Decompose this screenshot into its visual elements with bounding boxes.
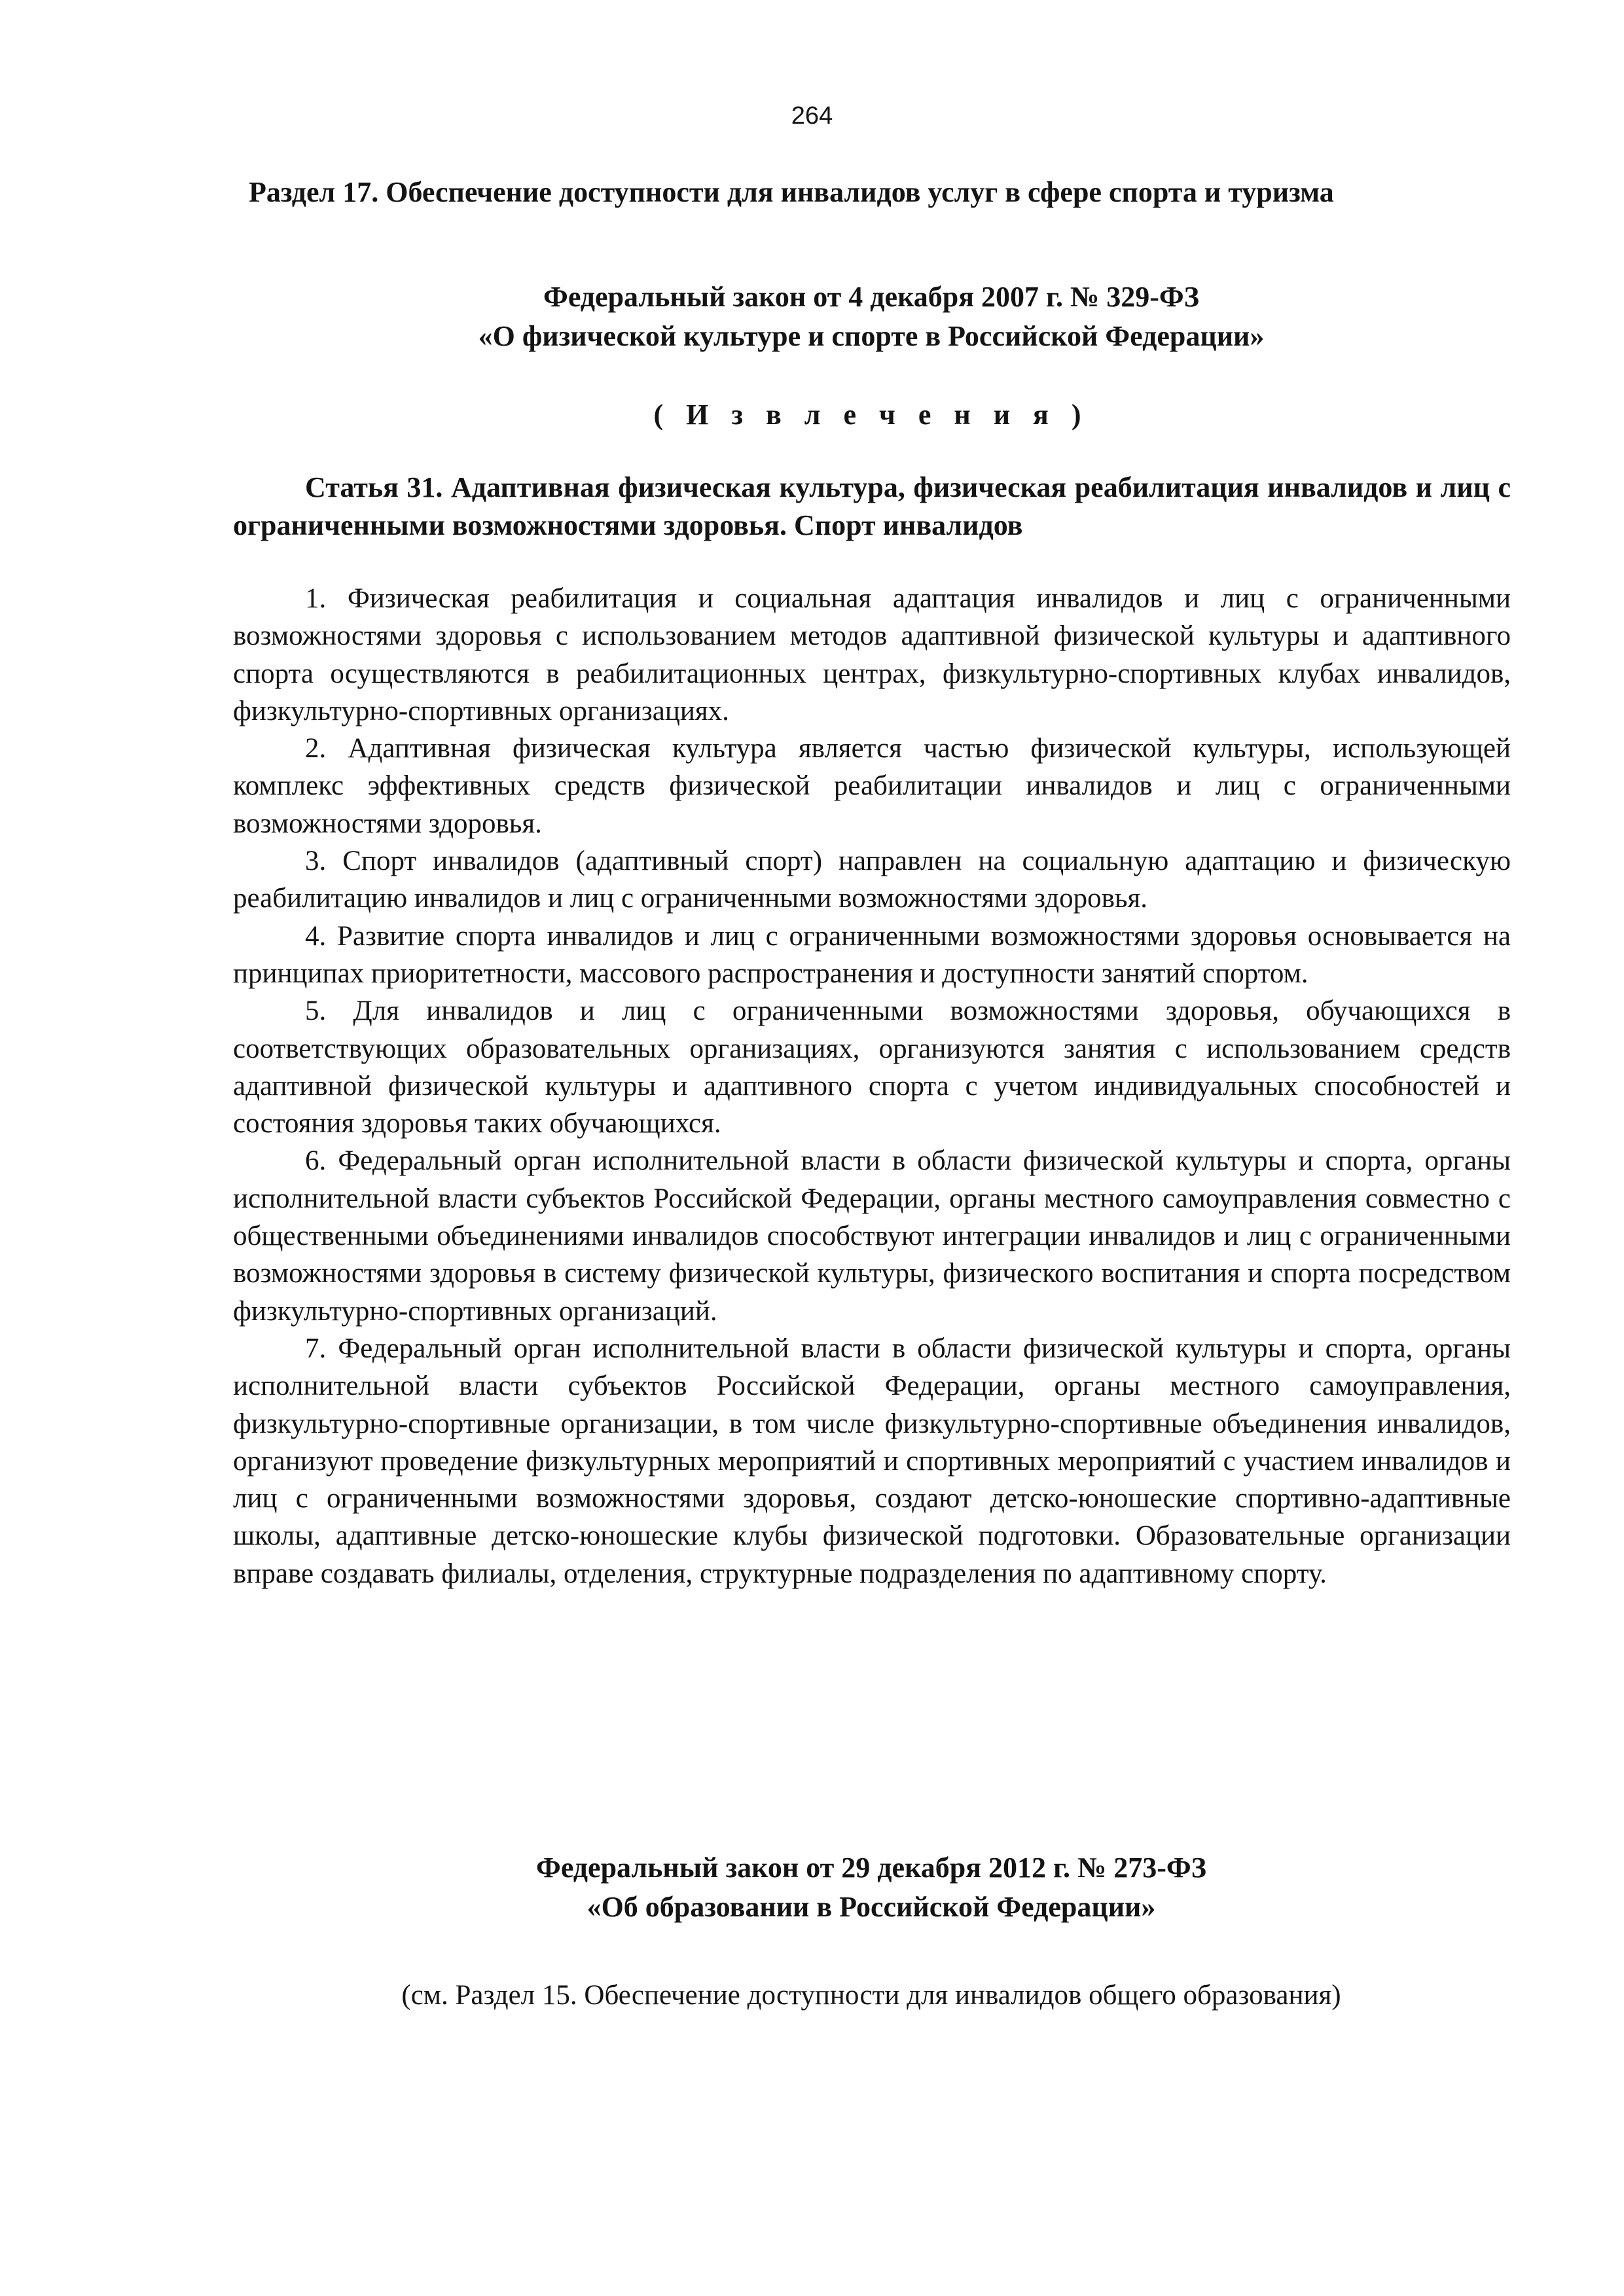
law-1-title-line-1: Федеральный закон от 4 декабря 2007 г. № 329-ФЗ (543, 281, 1199, 313)
article-heading: Статья 31. Адаптивная физическая культура, физическая реабилитация инвалидов и лиц с ограниченными возможностями здоровья. Спорт инвалидов (233, 471, 1511, 541)
extract-label: ( И з в л е ч е н и я ) (653, 399, 1089, 431)
law-1-title (233, 278, 1509, 356)
law-2-title (233, 1848, 1509, 1927)
section-title: Раздел 17. Обеспечение доступности для инвалидов услуг в сфере спорта и туризма (249, 176, 1334, 208)
clause-1: 1. Физическая реабилитация и социальная адаптация инвалидов и лиц с ограниченными возможностями здоровья с использованием методов адаптивной физической культуры и адаптивного спорта осуществляются в реабилитационных центрах, физкультурно-спортивных клубах инвалидов, физкультурно-спортивных организациях. (233, 583, 1511, 726)
law-2-title-line-1: Федеральный закон от 29 декабря 2012 г. № 273-ФЗ (536, 1852, 1206, 1884)
clause-2: 2. Адаптивная физическая культура является частью физической культуры, использующей комплекс эффективных средств физической реабилитации инвалидов и лиц с ограниченными возможностями здоровья. (233, 733, 1511, 839)
clause-4: 4. Развитие спорта инвалидов и лиц с ограниченными возможностями здоровья основывается на принципах приоритетности, массового распространения и доступности занятий спортом. (233, 920, 1511, 989)
article-body (233, 580, 1511, 1592)
clause-6: 6. Федеральный орган исполнительной власти в области физической культуры и спорта, органы исполнительной власти субъектов Российской Федерации, органы местного самоуправления совместно с общественными объединениями инвалидов способствуют интеграции инвалидов и лиц с ограниченными возможностями здоровья в систему физической культуры, физического воспитания и спорта посредством физкультурно-спортивных организаций. (233, 1145, 1511, 1327)
clause-7: 7. Федеральный орган исполнительной власти в области физической культуры и спорта, органы исполнительной власти субъектов Российской Федерации, органы местного самоуправления, физкультурно-спортивные организации, в том числе физкультурно-спортивные объединения инвалидов, организуют проведение физкультурных мероприятий и спортивных мероприятий с участием инвалидов и лиц с ограниченными возможностями здоровья, создают детско-юношеские спортивно-адаптивные школы, адаптивные детско-юношеские клубы физической подготовки. Образовательные организации вправе создавать филиалы, отделения, структурные подразделения по адаптивному спорту. (233, 1333, 1511, 1589)
page-number: 264 (791, 102, 833, 130)
clause-5: 5. Для инвалидов и лиц с ограниченными возможностями здоровья, обучающихся в соответствующих образовательных организациях, организуются занятия с использованием средств адаптивной физической культуры и адаптивного спорта с учетом индивидуальных способностей и состояния здоровья таких обучающихся. (233, 996, 1511, 1139)
law-2-title-line-2: «Об образовании в Российской Федерации» (586, 1891, 1156, 1923)
reference-note: (см. Раздел 15. Обеспечение доступности для инвалидов общего образования) (401, 1980, 1341, 2011)
clause-3: 3. Спорт инвалидов (адаптивный спорт) направлен на социальную адаптацию и физическую реабилитацию инвалидов и лиц с ограниченными возможностями здоровья. (233, 846, 1511, 914)
law-1-title-line-2: «О физической культуре и спорте в Российской Федерации» (478, 320, 1265, 352)
